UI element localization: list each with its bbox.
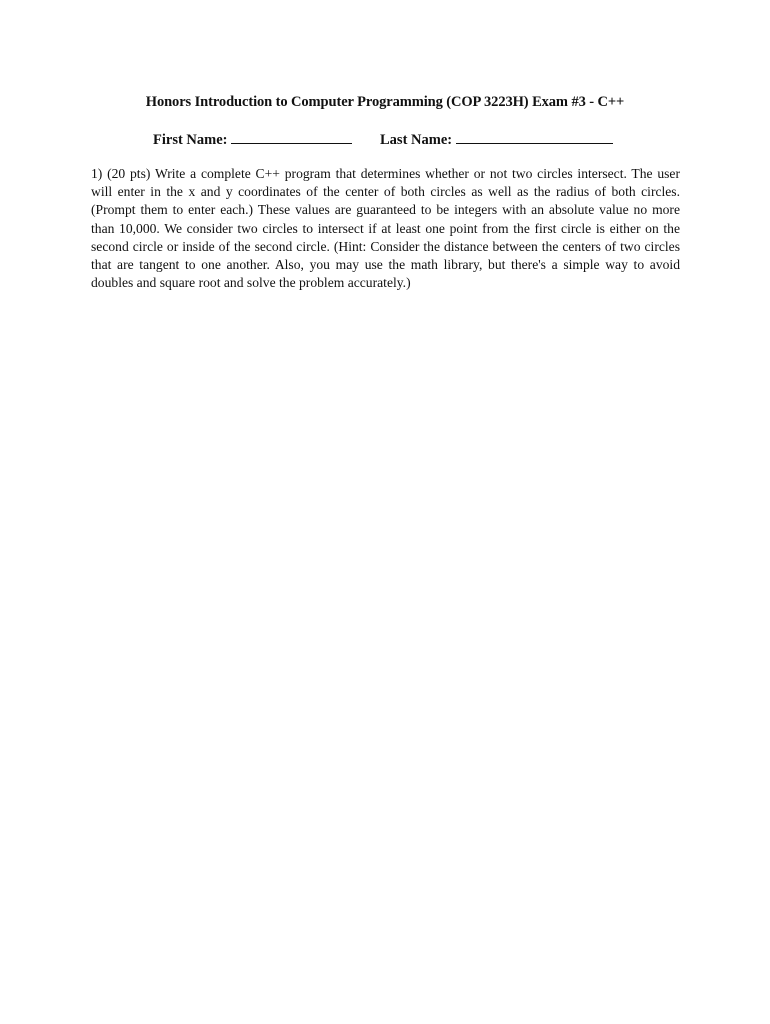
exam-title: Honors Introduction to Computer Programming (COP 3223H) Exam #3 - C++ xyxy=(145,94,625,110)
question-1-text: 1) (20 pts) Write a complete C++ program that determines whether or not two circles intersect. The user will enter in the x and y coordinates of the center of both circles as well as the radius of both circles. (Prompt them to enter each.) These values are guaranteed to be integers with an absolute value no more than 10,000. We consider two circles to intersect if at least one point from the first circle is either on the second circle or inside of the second circle. (Hint: Consider the distance between the centers of two circles that are tangent to one another. Also, you may use the math library, but there's a simple way to avoid doubles and square root and solve the problem accurately.) xyxy=(91,166,680,291)
first-name-field xyxy=(153,130,352,149)
first-name-blank xyxy=(231,130,352,144)
last-name-field xyxy=(380,130,613,149)
first-name-label: First Name: xyxy=(153,132,228,148)
last-name-blank xyxy=(456,130,613,144)
last-name-label: Last Name: xyxy=(380,132,453,148)
